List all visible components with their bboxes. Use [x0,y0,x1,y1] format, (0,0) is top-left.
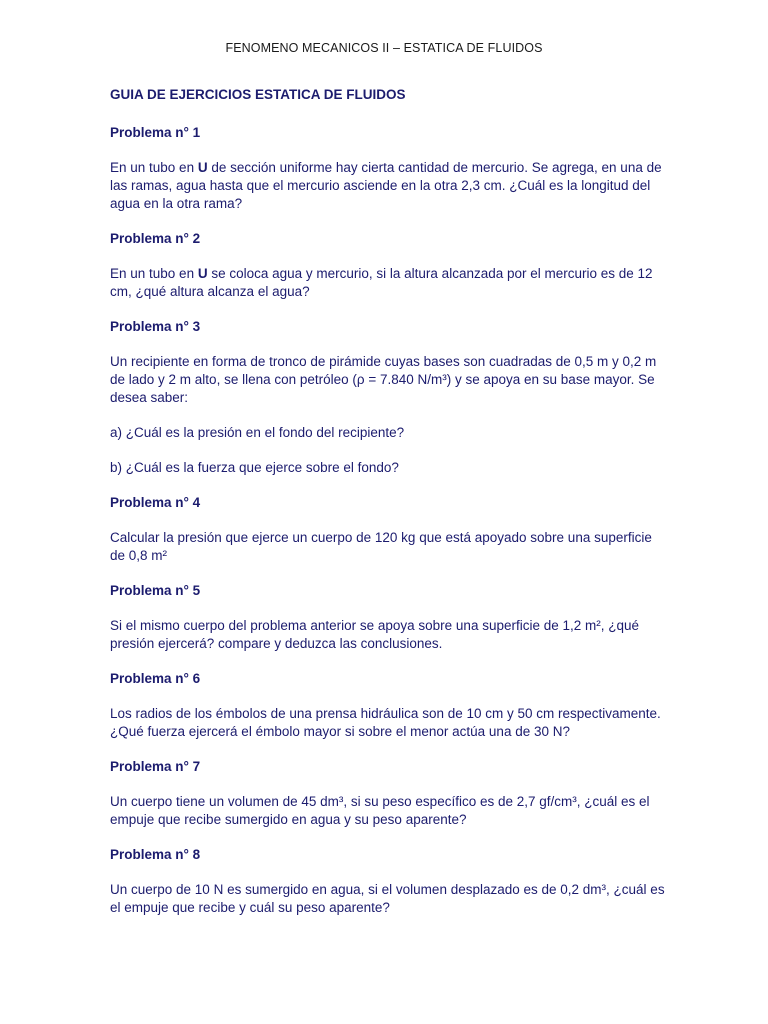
document-title: GUIA DE EJERCICIOS ESTATICA DE FLUIDOS [110,87,406,102]
problem-text: Si el mismo cuerpo del problema anterior se apoya sobre una superficie de 1,2 m², ¿qué presión ejercerá? compare y deduzca las conclusiones. [110,618,640,651]
problem-6 [110,670,670,741]
problem-text [110,159,670,213]
problem-4 [110,494,670,565]
problem-text: Un cuerpo tiene un volumen de 45 dm³, si su peso específico es de 2,7 gf/cm³, ¿cuál es el empuje que recibe sumergido en agua y su peso aparente? [110,794,650,827]
problem-title: Problema n° 6 [110,671,201,686]
problem-2 [110,230,670,301]
document-content [110,86,670,934]
problem-5 [110,582,670,653]
question-item-a: a) ¿Cuál es la presión en el fondo del recipiente? [110,425,405,440]
bold-u: U [197,160,208,175]
problem-text: Un recipiente en forma de tronco de pirámide cuyas bases son cuadradas de 0,5 m y 0,2 m de lado y 2 m alto, se llena con petróleo (ρ = 7.840 N/m³) y se apoya en su base mayor. Se desea saber: [110,354,657,405]
problem-3 [110,318,670,477]
problem-7 [110,758,670,829]
problem-title: Problema n° 4 [110,495,201,510]
problem-text: Un cuerpo de 10 N es sumergido en agua, si el volumen desplazado es de 0,2 dm³, ¿cuál es el empuje que recibe y cuál su peso aparente? [110,882,665,915]
problem-title: Problema n° 5 [110,583,201,598]
problem-text: Calcular la presión que ejerce un cuerpo de 120 kg que está apoyado sobre una superficie de 0,8 m² [110,530,652,563]
problem-title: Problema n° 3 [110,319,201,334]
problem-1 [110,124,670,213]
problem-title: Problema n° 1 [110,125,201,140]
problem-text [110,265,670,301]
question-item-b: b) ¿Cuál es la fuerza que ejerce sobre el fondo? [110,460,399,475]
problem-title: Problema n° 7 [110,759,201,774]
problem-title: Problema n° 8 [110,847,201,862]
problem-8 [110,846,670,917]
text-segment: se coloca agua y mercurio, si la altura alcanzada por el mercurio es de 12 cm, ¿qué altura alcanza el agua? [110,266,653,299]
text-segment: de sección uniforme hay cierta cantidad de mercurio. Se agrega, en una de las ramas, agua hasta que el mercurio asciende en la otra 2,3 cm. ¿Cuál es la longitud del agua en la otra rama? [110,160,662,211]
bold-u: U [197,266,208,281]
page-header: FENOMENO MECANICOS II – ESTATICA DE FLUIDOS [225,41,543,55]
text-segment: En un tubo en [110,266,198,281]
problem-title: Problema n° 2 [110,231,201,246]
problem-text: Los radios de los émbolos de una prensa hidráulica son de 10 cm y 50 cm respectivamente. ¿Qué fuerza ejercerá el émbolo mayor si sobre el menor actúa una de 30 N? [110,706,661,739]
text-segment: En un tubo en [110,160,198,175]
